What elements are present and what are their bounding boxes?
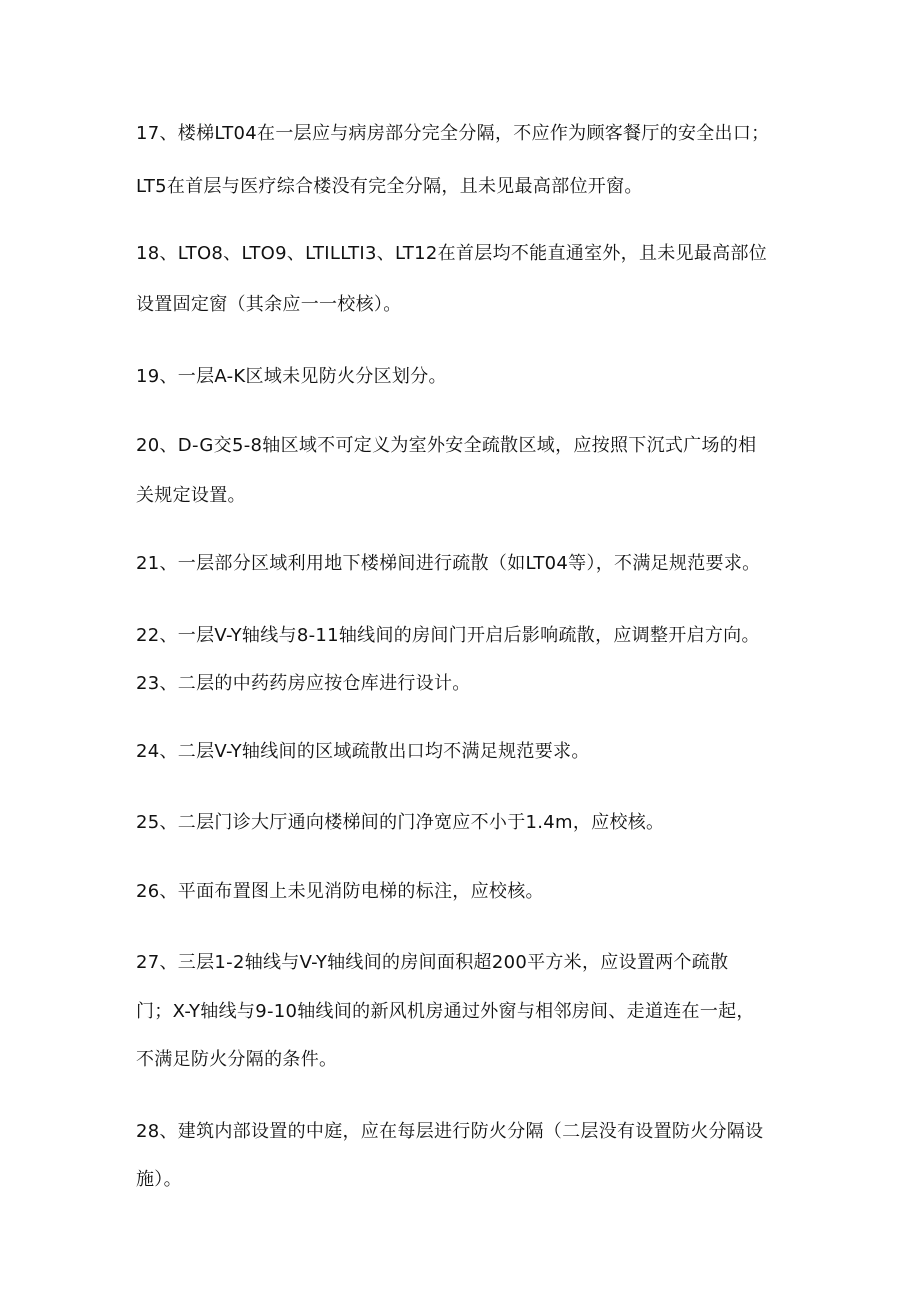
item-17-line-1: 17、楼梯LT04在一层应与病房部分完全分隔，不应作为顾客餐厅的安全出口； [136,123,770,144]
item-26-line-1: 26、平面布置图上未见消防电梯的标注，应校核。 [136,881,544,902]
item-18-line-1: 18、LTO8、LTO9、LTILLTI3、LT12在首层均不能直通室外，且未见最高部位 [136,243,768,264]
item-21-line-1: 21、一层部分区域利用地下楼梯间进行疏散（如LT04等），不满足规范要求。 [136,553,761,574]
item-27-line-1: 27、三层1-2轴线与V-Y轴线间的房间面积超200平方米，应设置两个疏散 [136,952,729,973]
item-27-line-2: 门；X-Y轴线与9-10轴线间的新风机房通过外窗与相邻房间、走道连在一起， [136,1001,755,1022]
item-28-line-1: 28、建筑内部设置的中庭，应在每层进行防火分隔（二层没有设置防火分隔设 [136,1121,764,1142]
item-28-line-2: 施）。 [136,1169,182,1190]
item-17-line-2: LT5在首层与医疗综合楼没有完全分隔，且未见最高部位开窗。 [136,176,643,197]
item-27-line-3: 不满足防火分隔的条件。 [136,1049,338,1070]
item-22-line-1: 22、一层V-Y轴线与8-11轴线间的房间门开启后影响疏散，应调整开启方向。 [136,625,760,646]
item-23-line-1: 23、二层的中药药房应按仓库进行设计。 [136,673,471,694]
item-20-line-1: 20、D-G交5-8轴区域不可定义为室外安全疏散区域，应按照下沉式广场的相 [136,435,757,456]
item-24-line-1: 24、二层V-Y轴线间的区域疏散出口均不满足规范要求。 [136,741,590,762]
item-25-line-1: 25、二层门诊大厅通向楼梯间的门净宽应不小于1.4m，应校核。 [136,812,665,833]
item-20-line-2: 关规定设置。 [136,485,246,506]
item-19-line-1: 19、一层A-K区域未见防火分区划分。 [136,366,447,387]
item-18-line-2: 设置固定窗（其余应一一校核）。 [136,294,402,315]
